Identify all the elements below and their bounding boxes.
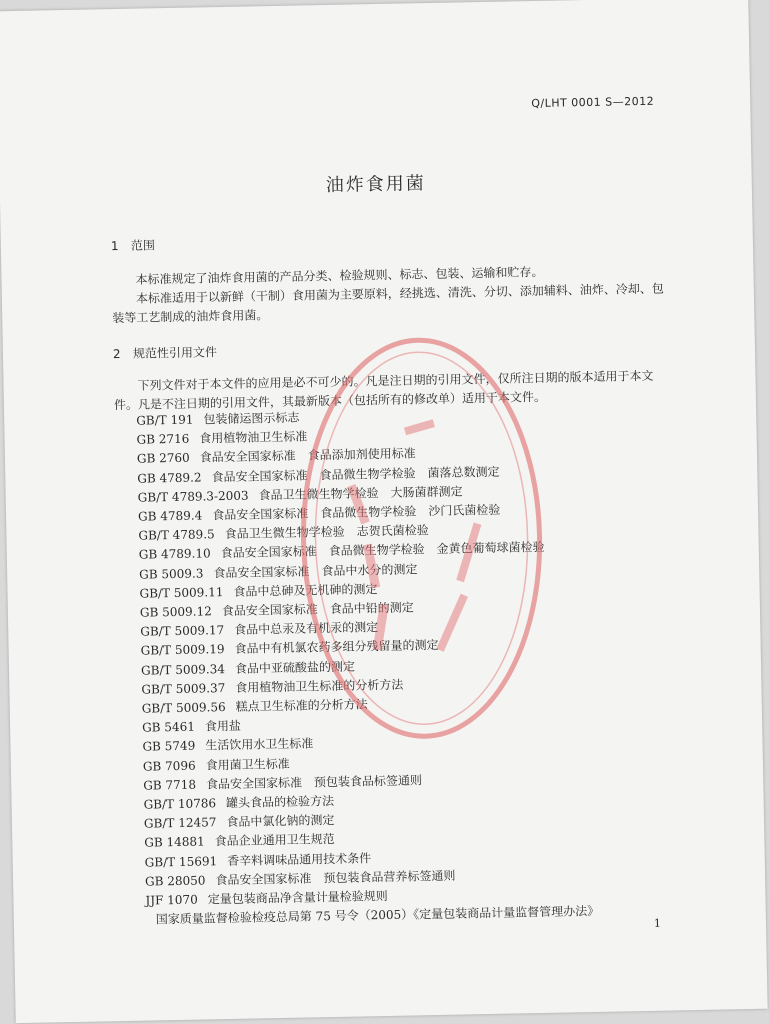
reference-code: GB 4789.2 [137,470,202,486]
references-intro-paragraph: 下列文件对于本文件的应用是必不可少的。凡是注日期的引用文件，仅所注日期的版本适用于本文件。凡是不注日期的引用文件，其最新版本（包括所有的修改单）适用于本文件。 [113,368,654,413]
reference-code: GB 4789.4 [137,508,203,524]
reference-code: GB/T 5009.11 [139,584,224,601]
reference-code: GB/T 5009.56 [141,700,226,716]
reference-code: GB 7718 [143,777,197,793]
reference-code: GB/T 5009.37 [141,680,226,697]
reference-title: 食品中氯化钠的测定 [226,813,335,830]
section-title: 范围 [130,238,156,253]
reference-title: 包装储运图示标志 [203,410,300,427]
reference-title: 食用盐 [204,718,242,734]
section-number: 1 [110,239,119,254]
reference-code: GB 5009.3 [139,566,204,582]
reference-code: GB/T 12457 [143,815,217,831]
reference-title: 食品安全国家标准 预包装食品标签通则 [205,773,423,792]
reference-title: 食品安全国家标准 食品添加剂使用标准 [199,446,416,465]
reference-code: GB 14881 [144,834,205,851]
reference-code: GB/T 191 [136,412,194,428]
reference-code: GB 5009.12 [139,604,212,620]
reference-code: GB 2760 [136,451,190,467]
reference-code: GB 2716 [136,431,190,447]
reference-code: GB 5461 [142,719,196,735]
reference-code: GB 28050 [144,873,206,889]
section-title: 规范性引用文件 [132,345,218,361]
reference-title: 食品安全国家标准 食品中水分的测定 [213,561,418,580]
reference-title: 食品卫生微生物学检验 大肠菌群测定 [258,484,463,503]
reference-title: 食品安全国家标准 食品微生物学检验 菌落总数测定 [211,464,500,484]
reference-title: 生活饮用水卫生标准 [205,736,314,753]
reference-title: 食品企业通用卫生规范 [214,832,335,849]
section-2-heading [113,343,217,362]
reference-title: 罐头食品的检验方法 [225,794,335,811]
reference-title: 食品安全国家标准 食品微生物学检验 沙门氏菌检验 [212,502,501,523]
reference-title: 食品卫生微生物学检验 志贺氏菌检验 [224,523,429,542]
reference-title: 国家质量监督检验检疫总局第 75 号令（2005）《定量包装商品计量监督管理办法》 [155,904,600,927]
reference-title: 食品中有机氯农药多组分残留量的测定 [234,638,439,657]
section-1-heading [111,236,155,254]
reference-code: GB 7096 [142,758,196,774]
reference-title: 食品中亚硫酸盐的测定 [234,659,356,676]
reference-list [136,403,599,930]
reference-title: 糕点卫生标准的分析方法 [235,697,368,714]
document-title: 油炸食用菌 [325,173,426,197]
reference-title: 定量包装商品净含量计量检验规则 [207,889,388,907]
document-code: Q/LHT 0001 S—2012 [531,94,655,111]
reference-code: GB/T 5009.34 [140,661,226,678]
section-number: 2 [112,346,121,362]
reference-title: 食品安全国家标准 食品微生物学检验 金黄色葡萄球菌检验 [220,540,545,561]
reference-code: GB/T 4789.5 [138,527,215,543]
scope-paragraph-1: 本标准规定了油炸食用菌的产品分类、检验规则、标志、包装、运输和贮存。 [135,264,544,287]
reference-title: 食用植物油卫生标准的分析方法 [235,677,404,695]
reference-title: 香辛料调味品通用技术条件 [227,850,372,868]
reference-title: 食品中总汞及有机汞的测定 [234,620,379,638]
reference-code: GB/T 5009.17 [140,623,225,639]
reference-code: JJF 1070 [145,892,198,908]
reference-code: GB 4789.10 [138,546,211,563]
reference-title: 食品安全国家标准 食品中铅的测定 [221,600,414,619]
page-number: 1 [653,916,662,930]
reference-title: 食品中总砷及无机砷的测定 [233,581,378,599]
reference-code: GB/T 15691 [144,853,218,870]
reference-title: 食用菌卫生标准 [205,756,290,773]
reference-code: GB/T 5009.19 [140,642,225,659]
reference-title: 食用植物油卫生标准 [199,429,308,446]
reference-code: GB/T 10786 [143,796,217,812]
reference-title: 食品安全国家标准 预包装食品营养标签通则 [215,868,456,888]
reference-code: GB 5749 [142,739,196,755]
reference-code: GB/T 4789.3-2003 [137,488,249,505]
scope-paragraph-2: 本标准适用于以新鲜（干制）食用菌为主要原料，经挑选、清洗、分切、添加辅料、油炸、冷却、包装等工艺制成的油炸食用菌。 [112,281,664,326]
